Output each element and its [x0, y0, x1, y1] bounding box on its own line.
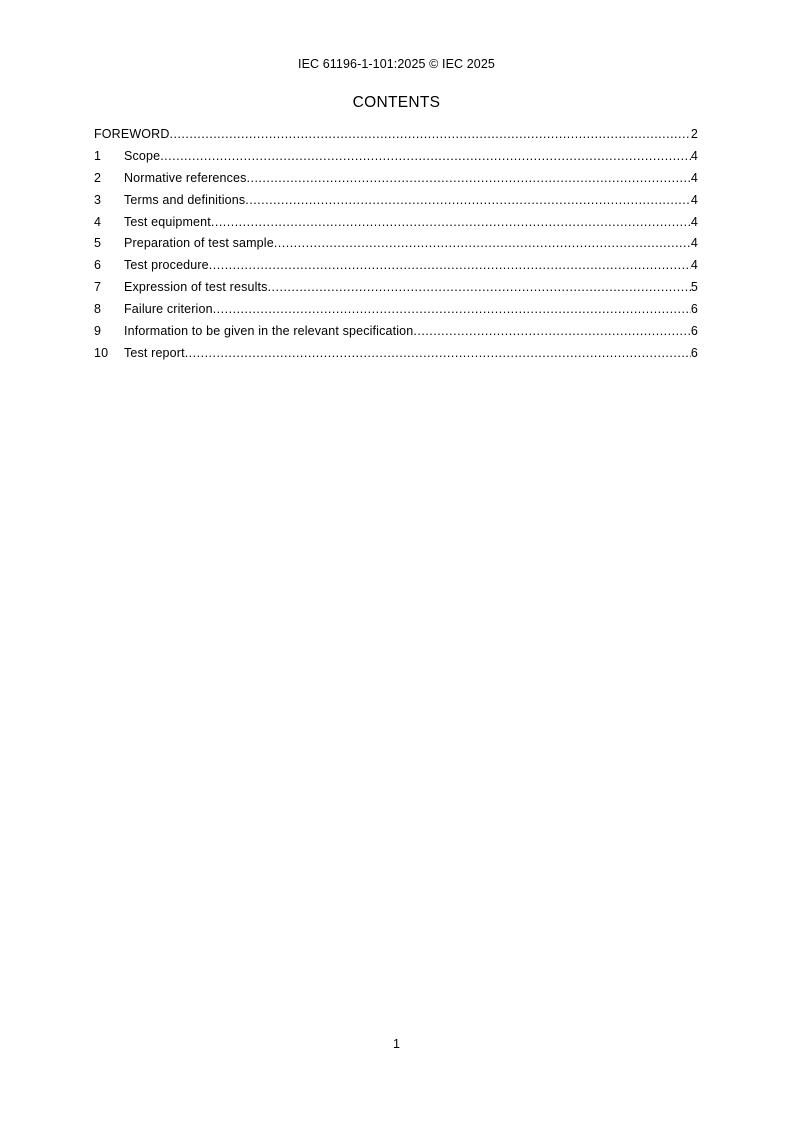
toc-entry-number: 5: [94, 236, 102, 251]
toc-dot-leader: [245, 190, 691, 212]
toc-entry-page: 4: [690, 236, 698, 251]
toc-entry-number: 1: [94, 148, 102, 163]
toc-entry-page: 4: [690, 170, 698, 185]
toc-entry-title: Expression of test results: [124, 280, 268, 295]
toc-entry-page: 5: [690, 280, 698, 295]
toc-entry-page: 4: [690, 258, 698, 273]
toc-entry-number: 9: [94, 324, 102, 339]
toc-entry-test-equipment[interactable]: [94, 212, 698, 234]
toc-entry-page: 2: [690, 127, 698, 141]
toc-dot-leader: [209, 255, 691, 277]
toc-entry-scope[interactable]: [94, 146, 698, 168]
toc-entry-page: 4: [690, 148, 698, 163]
toc-entry-foreword[interactable]: [94, 124, 698, 146]
toc-entry-page: 6: [690, 302, 698, 317]
document-header: IEC 61196-1-101:2025 © IEC 2025: [298, 57, 495, 71]
toc-entry-number: 10: [94, 345, 109, 360]
toc-dot-leader: [213, 299, 691, 321]
toc-dot-leader: [185, 343, 691, 365]
toc-entry-title: Preparation of test sample: [124, 236, 274, 251]
page-number: 1: [393, 1037, 400, 1051]
toc-entry-number: 3: [94, 192, 102, 207]
toc-entry-number: 4: [94, 214, 102, 229]
toc-entry-title: Normative references: [124, 170, 247, 185]
toc-dot-leader: [160, 146, 691, 168]
toc-entry-page: 4: [690, 214, 698, 229]
toc-entry-number: 6: [94, 258, 102, 273]
toc-entry-page: 6: [690, 345, 698, 360]
toc-entry-preparation-of-test-sample[interactable]: [94, 233, 698, 255]
toc-entry-title: Test procedure: [124, 258, 209, 273]
toc-entry-information-in-relevant-specification[interactable]: [94, 321, 698, 343]
toc-entry-page: 6: [690, 324, 698, 339]
toc-dot-leader: [247, 168, 691, 190]
toc-entry-expression-of-test-results[interactable]: [94, 277, 698, 299]
toc-entry-number: 2: [94, 170, 102, 185]
table-of-contents: [94, 124, 698, 365]
toc-entry-normative-references[interactable]: [94, 168, 698, 190]
toc-dot-leader: [268, 277, 691, 299]
toc-entry-terms-and-definitions[interactable]: [94, 190, 698, 212]
toc-entry-title: FOREWORD: [94, 127, 170, 141]
toc-dot-leader: [211, 212, 691, 234]
toc-entry-title: Test equipment: [124, 214, 211, 229]
toc-entry-title: Information to be given in the relevant specification: [124, 324, 414, 339]
toc-entry-number: 8: [94, 302, 102, 317]
toc-dot-leader: [170, 124, 691, 146]
toc-entry-failure-criterion[interactable]: [94, 299, 698, 321]
toc-entry-test-procedure[interactable]: [94, 255, 698, 277]
toc-entry-title: Scope: [124, 148, 161, 163]
toc-dot-leader: [413, 321, 691, 343]
toc-entry-number: 7: [94, 280, 102, 295]
contents-title: CONTENTS: [352, 94, 441, 111]
toc-entry-title: Test report: [124, 345, 185, 360]
toc-entry-test-report[interactable]: [94, 343, 698, 365]
toc-entry-title: Terms and definitions: [124, 192, 246, 207]
toc-entry-title: Failure criterion: [124, 302, 213, 317]
toc-dot-leader: [274, 233, 691, 255]
toc-entry-page: 4: [690, 192, 698, 207]
